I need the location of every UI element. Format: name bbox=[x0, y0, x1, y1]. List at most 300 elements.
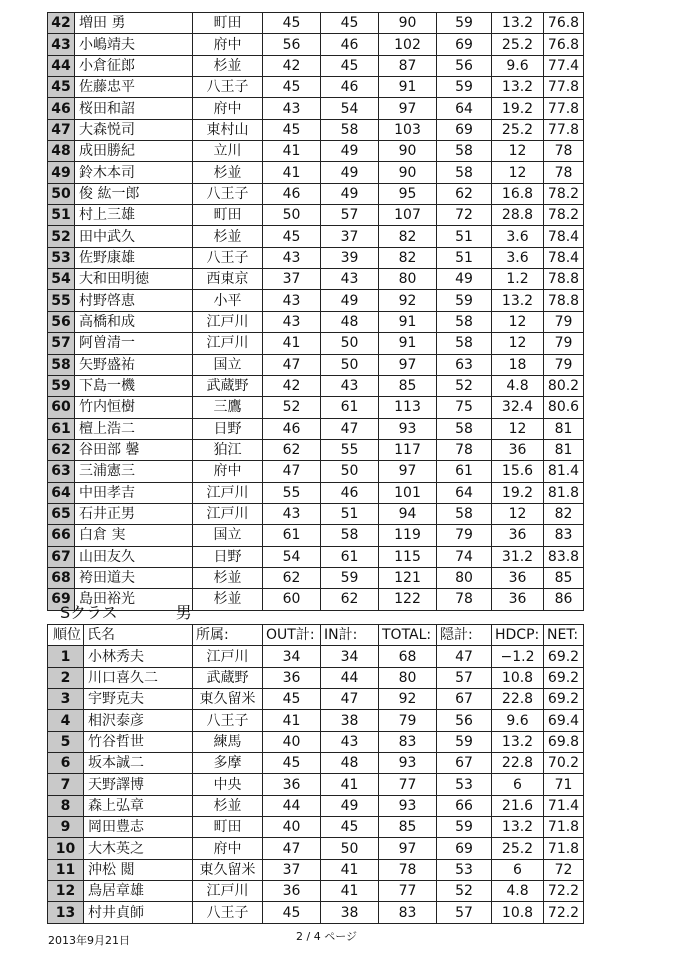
net-cell: 77.8 bbox=[544, 77, 584, 98]
table-row bbox=[48, 119, 584, 140]
out-cell: 42 bbox=[263, 375, 321, 396]
total-cell: 82 bbox=[379, 226, 437, 247]
total-cell: 80 bbox=[379, 269, 437, 290]
in-cell: 50 bbox=[321, 461, 379, 482]
name-cell: 中田孝吉 bbox=[75, 482, 193, 503]
results-table-continued bbox=[47, 12, 584, 611]
total-cell: 122 bbox=[379, 589, 437, 610]
hdcp-cell: 21.6 bbox=[492, 795, 544, 816]
affiliation-cell: 杉並 bbox=[193, 567, 263, 588]
net-cell: 76.8 bbox=[544, 13, 584, 34]
total-cell: 97 bbox=[379, 838, 437, 859]
footer-date: 2013年9月21日 bbox=[48, 934, 130, 947]
affiliation-cell: 武蔵野 bbox=[193, 667, 263, 688]
table-row bbox=[48, 461, 584, 482]
hdcp-cell: 19.2 bbox=[492, 98, 544, 119]
out-cell: 37 bbox=[263, 859, 321, 880]
total-cell: 102 bbox=[379, 34, 437, 55]
in-cell: 50 bbox=[321, 838, 379, 859]
name-cell: 谷田部 馨 bbox=[75, 439, 193, 460]
table-row bbox=[48, 290, 584, 311]
hdcp-cell: 22.8 bbox=[492, 689, 544, 710]
in-cell: 45 bbox=[321, 817, 379, 838]
out-cell: 46 bbox=[263, 418, 321, 439]
net-cell: 70.2 bbox=[544, 753, 584, 774]
out-cell: 61 bbox=[263, 525, 321, 546]
in-cell: 45 bbox=[321, 13, 379, 34]
table-row bbox=[48, 567, 584, 588]
name-cell: 大木英之 bbox=[84, 838, 193, 859]
net-cell: 79 bbox=[544, 311, 584, 332]
hidden-cell: 51 bbox=[437, 247, 492, 268]
class-label: Sクラス bbox=[60, 603, 118, 622]
total-cell: 115 bbox=[379, 546, 437, 567]
table-row bbox=[48, 503, 584, 524]
name-cell: 鈴木本司 bbox=[75, 162, 193, 183]
name-cell: 阿曽清一 bbox=[75, 333, 193, 354]
net-cell: 71.8 bbox=[544, 817, 584, 838]
total-cell: 90 bbox=[379, 162, 437, 183]
table-row bbox=[48, 98, 584, 119]
name-cell: 竹谷哲世 bbox=[84, 731, 193, 752]
rank-cell: 55 bbox=[48, 290, 75, 311]
total-cell: 90 bbox=[379, 141, 437, 162]
hdcp-cell: 4.8 bbox=[492, 881, 544, 902]
out-cell: 37 bbox=[263, 269, 321, 290]
net-cell: 69.2 bbox=[544, 667, 584, 688]
affiliation-cell: 杉並 bbox=[193, 55, 263, 76]
hdcp-cell: 3.6 bbox=[492, 247, 544, 268]
table-row bbox=[48, 55, 584, 76]
rank-cell: 43 bbox=[48, 34, 75, 55]
hdcp-cell: 25.2 bbox=[492, 34, 544, 55]
hidden-cell: 78 bbox=[437, 439, 492, 460]
net-cell: 71.4 bbox=[544, 795, 584, 816]
in-cell: 45 bbox=[321, 55, 379, 76]
net-cell: 78.8 bbox=[544, 290, 584, 311]
rank-cell: 50 bbox=[48, 183, 75, 204]
net-cell: 78.2 bbox=[544, 205, 584, 226]
net-cell: 77.8 bbox=[544, 119, 584, 140]
hdcp-cell: 16.8 bbox=[492, 183, 544, 204]
hdcp-cell: 12 bbox=[492, 141, 544, 162]
hdcp-cell: 12 bbox=[492, 311, 544, 332]
affiliation-cell: 府中 bbox=[193, 34, 263, 55]
rank-cell: 56 bbox=[48, 311, 75, 332]
hidden-cell: 57 bbox=[437, 667, 492, 688]
hidden-cell: 79 bbox=[437, 525, 492, 546]
name-cell: 三浦憲三 bbox=[75, 461, 193, 482]
total-cell: 90 bbox=[379, 13, 437, 34]
out-cell: 41 bbox=[263, 162, 321, 183]
affiliation-cell: 八王子 bbox=[193, 902, 263, 923]
out-cell: 45 bbox=[263, 226, 321, 247]
name-cell: 川口喜久二 bbox=[84, 667, 193, 688]
net-cell: 76.8 bbox=[544, 34, 584, 55]
hidden-cell: 58 bbox=[437, 141, 492, 162]
hdcp-cell: 4.8 bbox=[492, 375, 544, 396]
rank-cell: 42 bbox=[48, 13, 75, 34]
name-cell: 岡田豊志 bbox=[84, 817, 193, 838]
out-cell: 52 bbox=[263, 397, 321, 418]
affiliation-cell: 江戸川 bbox=[193, 503, 263, 524]
in-cell: 46 bbox=[321, 482, 379, 503]
affiliation-cell: 日野 bbox=[193, 418, 263, 439]
hdcp-cell: 3.6 bbox=[492, 226, 544, 247]
out-cell: 45 bbox=[263, 902, 321, 923]
table-row bbox=[48, 795, 584, 816]
total-cell: 113 bbox=[379, 397, 437, 418]
table-row bbox=[48, 838, 584, 859]
hdcp-cell: 25.2 bbox=[492, 838, 544, 859]
name-cell: 佐藤忠平 bbox=[75, 77, 193, 98]
rank-cell: 3 bbox=[48, 689, 84, 710]
rank-cell: 2 bbox=[48, 667, 84, 688]
total-cell: 97 bbox=[379, 354, 437, 375]
hidden-cell: 58 bbox=[437, 503, 492, 524]
hidden-cell: 66 bbox=[437, 795, 492, 816]
rank-cell: 64 bbox=[48, 482, 75, 503]
out-cell: 40 bbox=[263, 731, 321, 752]
affiliation-cell: 江戸川 bbox=[193, 333, 263, 354]
rank-cell: 65 bbox=[48, 503, 75, 524]
rank-cell: 59 bbox=[48, 375, 75, 396]
hidden-cell: 59 bbox=[437, 13, 492, 34]
table-row bbox=[48, 354, 584, 375]
name-cell: 森上弘章 bbox=[84, 795, 193, 816]
rank-cell: 9 bbox=[48, 817, 84, 838]
out-cell: 45 bbox=[263, 77, 321, 98]
rank-cell: 63 bbox=[48, 461, 75, 482]
in-cell: 38 bbox=[321, 710, 379, 731]
hdcp-cell: 28.8 bbox=[492, 205, 544, 226]
hidden-cell: 52 bbox=[437, 881, 492, 902]
rank-cell: 12 bbox=[48, 881, 84, 902]
table-row bbox=[48, 311, 584, 332]
footer-page-number: 2 / 4 ページ bbox=[296, 930, 357, 943]
hidden-cell: 56 bbox=[437, 55, 492, 76]
name-cell: 村野啓恵 bbox=[75, 290, 193, 311]
net-cell: 78 bbox=[544, 141, 584, 162]
out-cell: 43 bbox=[263, 98, 321, 119]
rank-cell: 6 bbox=[48, 753, 84, 774]
rank-cell: 48 bbox=[48, 141, 75, 162]
total-cell: 80 bbox=[379, 667, 437, 688]
s-class-table-body bbox=[48, 646, 584, 923]
name-cell: 鳥居章雄 bbox=[84, 881, 193, 902]
out-cell: 45 bbox=[263, 689, 321, 710]
table-row bbox=[48, 902, 584, 923]
name-cell: 大和田明徳 bbox=[75, 269, 193, 290]
table-row bbox=[48, 731, 584, 752]
hidden-cell: 72 bbox=[437, 205, 492, 226]
hidden-cell: 51 bbox=[437, 226, 492, 247]
rank-cell: 61 bbox=[48, 418, 75, 439]
affiliation-cell: 江戸川 bbox=[193, 646, 263, 667]
total-cell: 107 bbox=[379, 205, 437, 226]
hdcp-cell: 13.2 bbox=[492, 290, 544, 311]
rank-cell: 69 bbox=[48, 589, 75, 610]
name-cell: 袴田道夫 bbox=[75, 567, 193, 588]
hdcp-cell: 15.6 bbox=[492, 461, 544, 482]
table-row bbox=[48, 141, 584, 162]
total-cell: 97 bbox=[379, 461, 437, 482]
table-row bbox=[48, 375, 584, 396]
name-cell: 増田 勇 bbox=[75, 13, 193, 34]
hidden-cell: 78 bbox=[437, 589, 492, 610]
name-cell: 宇野克夫 bbox=[84, 689, 193, 710]
rank-cell: 49 bbox=[48, 162, 75, 183]
out-cell: 41 bbox=[263, 141, 321, 162]
affiliation-cell: 三鷹 bbox=[193, 397, 263, 418]
hidden-cell: 59 bbox=[437, 77, 492, 98]
total-cell: 91 bbox=[379, 311, 437, 332]
rank-cell: 1 bbox=[48, 646, 84, 667]
in-cell: 37 bbox=[321, 226, 379, 247]
hdcp-cell: 9.6 bbox=[492, 710, 544, 731]
out-cell: 50 bbox=[263, 205, 321, 226]
header-hdcp: HDCP: bbox=[492, 625, 544, 646]
out-cell: 40 bbox=[263, 817, 321, 838]
table-row bbox=[48, 689, 584, 710]
affiliation-cell: 練馬 bbox=[193, 731, 263, 752]
out-cell: 36 bbox=[263, 881, 321, 902]
hdcp-cell: 10.8 bbox=[492, 667, 544, 688]
rank-cell: 51 bbox=[48, 205, 75, 226]
in-cell: 50 bbox=[321, 354, 379, 375]
affiliation-cell: 東村山 bbox=[193, 119, 263, 140]
hdcp-cell: 6 bbox=[492, 774, 544, 795]
table-row bbox=[48, 269, 584, 290]
header-hidden: 隠計: bbox=[437, 625, 492, 646]
header-net: NET: bbox=[544, 625, 584, 646]
total-cell: 82 bbox=[379, 247, 437, 268]
affiliation-cell: 東久留米 bbox=[193, 859, 263, 880]
out-cell: 45 bbox=[263, 119, 321, 140]
in-cell: 55 bbox=[321, 439, 379, 460]
affiliation-cell: 国立 bbox=[193, 354, 263, 375]
total-cell: 91 bbox=[379, 77, 437, 98]
affiliation-cell: 杉並 bbox=[193, 162, 263, 183]
affiliation-cell: 杉並 bbox=[193, 226, 263, 247]
rank-cell: 66 bbox=[48, 525, 75, 546]
in-cell: 61 bbox=[321, 546, 379, 567]
net-cell: 71.8 bbox=[544, 838, 584, 859]
net-cell: 85 bbox=[544, 567, 584, 588]
out-cell: 42 bbox=[263, 55, 321, 76]
net-cell: 69.4 bbox=[544, 710, 584, 731]
hdcp-cell: 12 bbox=[492, 503, 544, 524]
net-cell: 72.2 bbox=[544, 881, 584, 902]
hidden-cell: 64 bbox=[437, 482, 492, 503]
out-cell: 62 bbox=[263, 567, 321, 588]
hdcp-cell: 13.2 bbox=[492, 13, 544, 34]
table-row bbox=[48, 226, 584, 247]
in-cell: 48 bbox=[321, 753, 379, 774]
name-cell: 檀上浩二 bbox=[75, 418, 193, 439]
total-cell: 83 bbox=[379, 902, 437, 923]
total-cell: 85 bbox=[379, 375, 437, 396]
in-cell: 34 bbox=[321, 646, 379, 667]
affiliation-cell: 多摩 bbox=[193, 753, 263, 774]
name-cell: 天野譯博 bbox=[84, 774, 193, 795]
in-cell: 59 bbox=[321, 567, 379, 588]
results-table-body bbox=[48, 13, 584, 611]
table-row bbox=[48, 439, 584, 460]
hidden-cell: 53 bbox=[437, 774, 492, 795]
hidden-cell: 58 bbox=[437, 162, 492, 183]
in-cell: 44 bbox=[321, 667, 379, 688]
header-affiliation: 所属: bbox=[193, 625, 263, 646]
total-cell: 79 bbox=[379, 710, 437, 731]
hdcp-cell: 31.2 bbox=[492, 546, 544, 567]
hidden-cell: 56 bbox=[437, 710, 492, 731]
net-cell: 81.8 bbox=[544, 482, 584, 503]
name-cell: 小倉征郎 bbox=[75, 55, 193, 76]
in-cell: 43 bbox=[321, 731, 379, 752]
rank-cell: 46 bbox=[48, 98, 75, 119]
rank-cell: 10 bbox=[48, 838, 84, 859]
name-cell: 小嶋靖夫 bbox=[75, 34, 193, 55]
total-cell: 77 bbox=[379, 774, 437, 795]
out-cell: 60 bbox=[263, 589, 321, 610]
in-cell: 49 bbox=[321, 141, 379, 162]
table-row bbox=[48, 397, 584, 418]
rank-cell: 60 bbox=[48, 397, 75, 418]
rank-cell: 57 bbox=[48, 333, 75, 354]
total-cell: 87 bbox=[379, 55, 437, 76]
name-cell: 相沢泰彦 bbox=[84, 710, 193, 731]
hdcp-cell: 12 bbox=[492, 162, 544, 183]
rank-cell: 8 bbox=[48, 795, 84, 816]
total-cell: 121 bbox=[379, 567, 437, 588]
hidden-cell: 47 bbox=[437, 646, 492, 667]
out-cell: 43 bbox=[263, 311, 321, 332]
net-cell: 82 bbox=[544, 503, 584, 524]
in-cell: 48 bbox=[321, 311, 379, 332]
total-cell: 93 bbox=[379, 418, 437, 439]
out-cell: 36 bbox=[263, 667, 321, 688]
in-cell: 62 bbox=[321, 589, 379, 610]
hdcp-cell: 25.2 bbox=[492, 119, 544, 140]
total-cell: 91 bbox=[379, 333, 437, 354]
name-cell: 沖松 閲 bbox=[84, 859, 193, 880]
table-row bbox=[48, 13, 584, 34]
table-row bbox=[48, 183, 584, 204]
in-cell: 46 bbox=[321, 34, 379, 55]
in-cell: 43 bbox=[321, 375, 379, 396]
rank-cell: 4 bbox=[48, 710, 84, 731]
net-cell: 81.4 bbox=[544, 461, 584, 482]
name-cell: 坂本誠二 bbox=[84, 753, 193, 774]
net-cell: 79 bbox=[544, 333, 584, 354]
total-cell: 83 bbox=[379, 731, 437, 752]
hdcp-cell: 13.2 bbox=[492, 817, 544, 838]
table-row bbox=[48, 418, 584, 439]
hdcp-cell: 36 bbox=[492, 589, 544, 610]
name-cell: 俊 紘一郎 bbox=[75, 183, 193, 204]
in-cell: 46 bbox=[321, 77, 379, 98]
out-cell: 45 bbox=[263, 753, 321, 774]
table-row bbox=[48, 817, 584, 838]
rank-cell: 53 bbox=[48, 247, 75, 268]
out-cell: 43 bbox=[263, 247, 321, 268]
hdcp-cell: 18 bbox=[492, 354, 544, 375]
header-name: 氏名 bbox=[84, 625, 193, 646]
rank-cell: 11 bbox=[48, 859, 84, 880]
hidden-cell: 69 bbox=[437, 119, 492, 140]
net-cell: 81 bbox=[544, 439, 584, 460]
table-row bbox=[48, 162, 584, 183]
affiliation-cell: 八王子 bbox=[193, 183, 263, 204]
in-cell: 58 bbox=[321, 525, 379, 546]
total-cell: 93 bbox=[379, 795, 437, 816]
s-class-results-table bbox=[47, 624, 584, 924]
net-cell: 77.4 bbox=[544, 55, 584, 76]
name-cell: 村井貞師 bbox=[84, 902, 193, 923]
rank-cell: 52 bbox=[48, 226, 75, 247]
net-cell: 83.8 bbox=[544, 546, 584, 567]
name-cell: 成田勝紀 bbox=[75, 141, 193, 162]
total-cell: 77 bbox=[379, 881, 437, 902]
hdcp-cell: 36 bbox=[492, 439, 544, 460]
net-cell: 78.4 bbox=[544, 226, 584, 247]
net-cell: 78.2 bbox=[544, 183, 584, 204]
name-cell: 下島一機 bbox=[75, 375, 193, 396]
table-row bbox=[48, 247, 584, 268]
header-in: IN計: bbox=[321, 625, 379, 646]
total-cell: 103 bbox=[379, 119, 437, 140]
hidden-cell: 62 bbox=[437, 183, 492, 204]
gender-label: 男 bbox=[175, 603, 192, 622]
hidden-cell: 53 bbox=[437, 859, 492, 880]
net-cell: 69.2 bbox=[544, 646, 584, 667]
in-cell: 49 bbox=[321, 795, 379, 816]
in-cell: 50 bbox=[321, 333, 379, 354]
hdcp-cell: 12 bbox=[492, 333, 544, 354]
table-row bbox=[48, 753, 584, 774]
total-cell: 68 bbox=[379, 646, 437, 667]
net-cell: 77.8 bbox=[544, 98, 584, 119]
in-cell: 57 bbox=[321, 205, 379, 226]
table-row bbox=[48, 881, 584, 902]
header-rank: 順位 bbox=[48, 625, 84, 646]
hidden-cell: 69 bbox=[437, 34, 492, 55]
section-heading bbox=[60, 600, 192, 623]
name-cell: 村上三雄 bbox=[75, 205, 193, 226]
affiliation-cell: 八王子 bbox=[193, 77, 263, 98]
in-cell: 49 bbox=[321, 183, 379, 204]
hdcp-cell: −1.2 bbox=[492, 646, 544, 667]
out-cell: 54 bbox=[263, 546, 321, 567]
affiliation-cell: 小平 bbox=[193, 290, 263, 311]
in-cell: 49 bbox=[321, 290, 379, 311]
name-cell: 島田裕光 bbox=[75, 589, 193, 610]
affiliation-cell: 武蔵野 bbox=[193, 375, 263, 396]
hidden-cell: 75 bbox=[437, 397, 492, 418]
total-cell: 94 bbox=[379, 503, 437, 524]
net-cell: 78.8 bbox=[544, 269, 584, 290]
total-cell: 95 bbox=[379, 183, 437, 204]
rank-cell: 44 bbox=[48, 55, 75, 76]
in-cell: 41 bbox=[321, 881, 379, 902]
hdcp-cell: 10.8 bbox=[492, 902, 544, 923]
out-cell: 47 bbox=[263, 461, 321, 482]
total-cell: 119 bbox=[379, 525, 437, 546]
total-cell: 117 bbox=[379, 439, 437, 460]
hdcp-cell: 19.2 bbox=[492, 482, 544, 503]
net-cell: 69.2 bbox=[544, 689, 584, 710]
